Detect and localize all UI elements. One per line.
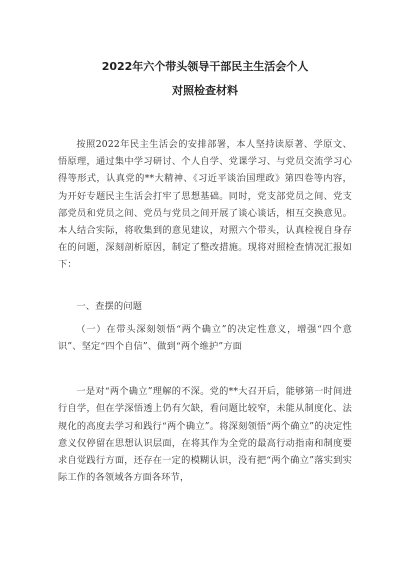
subsection-heading-1: （一）在带头深刻领悟“两个确立”的决定性意义，增强“四个意识”、坚定“四个自信”、做到“两个维护”方面 xyxy=(58,323,352,353)
document-title-line1: 2022年六个带头领导干部民主生活会个人 xyxy=(101,60,309,73)
section-heading-1: 一、查摆的问题 xyxy=(76,300,143,312)
intro-paragraph: 按照2022年民主生活会的安排部署，本人坚持读原著、学原文、悟原理，通过集中学习研讨、个人自学、党课学习、与党员交流学习心得等形式，认真党的**大精神、《习近平谈治国理政》第四卷等内容，为开好专题民主生活会打牢了思想基础。同时，党支部党员之间、党支部党员和党员之间、党员与党员之间开展了谈心谈话，相互交换意见。本人结合实际，将收集到的意见建议，对照六个带头，认真检视自身存在的问题，深刻剖析原因，制定了整改措施。现将对照检查情况汇报如下： xyxy=(58,139,352,271)
document-title-line2: 对照检查材料 xyxy=(172,84,238,97)
body-paragraph-1: 一是对“两个确立”理解的不深。党的**大召开后，能够第一时间进行自学，但在学深悟透上仍有欠缺，看问题比较窄，未能从制度化、法规化的高度去学习和践行“两个确立”。将深刻领悟“两个确立”的决定性意义仅停留在思想认识层面，在将其作为全党的最高行动指南和制度要求自觉践行方面，还存在一定的模糊认识，没有把“两个确立”落实到实际工作的各领域各方面各环节， xyxy=(58,386,352,484)
